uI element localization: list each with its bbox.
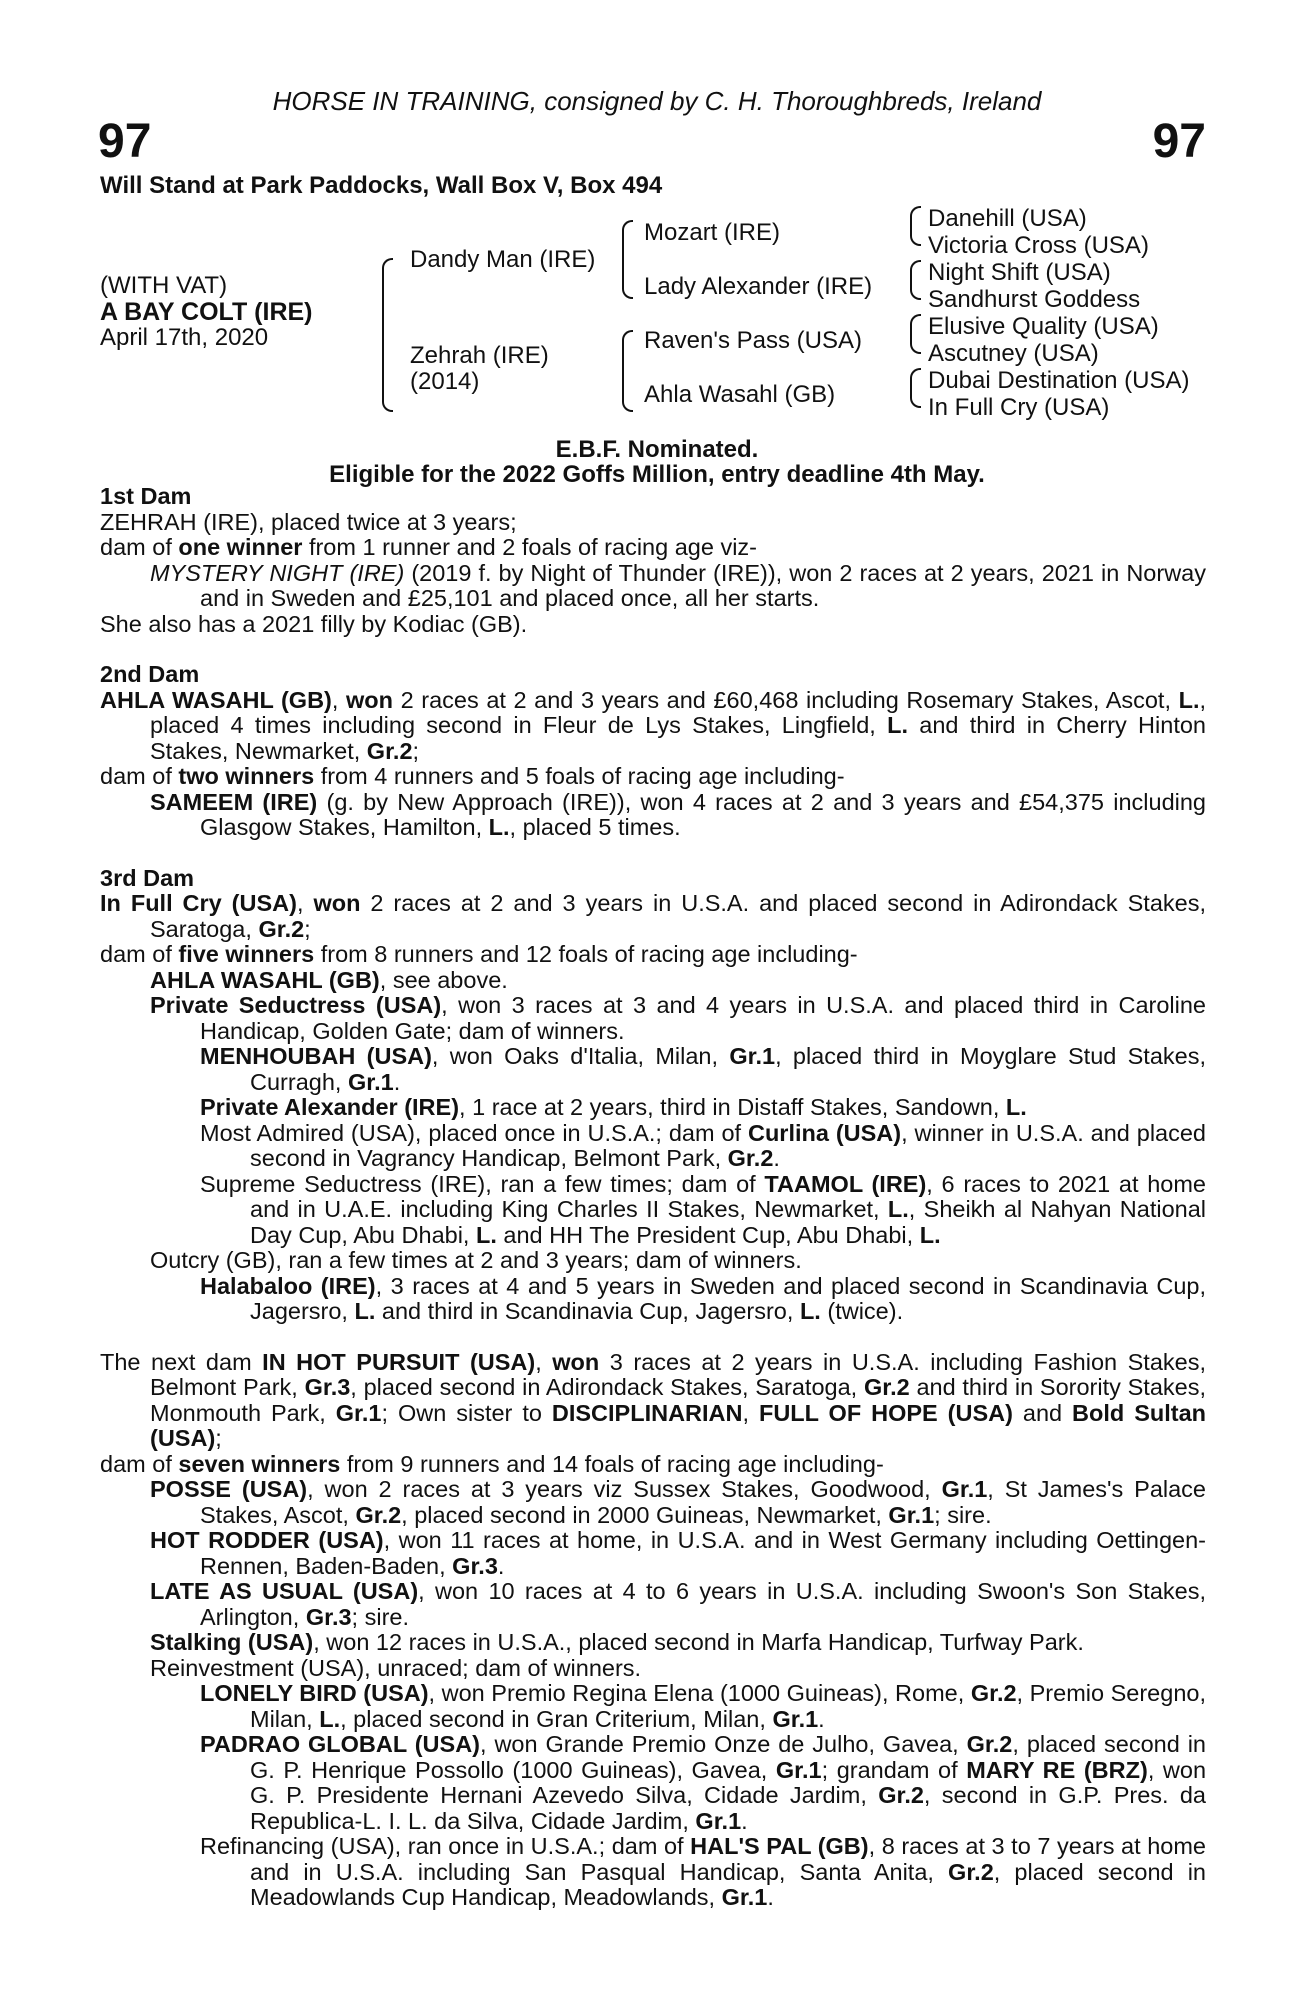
pedigree-brace-g4 xyxy=(910,368,921,408)
pedigree-brace-g3 xyxy=(910,314,921,354)
grandfoal-refinancing: Refinancing (USA), ran once in U.S.A.; dam of HAL'S PAL (GB), 8 races at 3 to 7 years at home and in U.S.A. including San Pasqual Handicap, Santa Anita, Gr.2, placed second in Meadowlands Cup Handicap, Meadowlands, Gr.1. xyxy=(200,1833,1206,1910)
pedigree-g5: Elusive Quality (USA) xyxy=(928,313,1159,340)
foaling-date: April 17th, 2020 xyxy=(100,324,269,351)
third-dam-foal-private-seductress: Private Seductress (USA), won 3 races at 3 and 4 years in U.S.A. and placed third in Caroline Handicap, Golden Gate; dam of winners. xyxy=(150,992,1206,1044)
next-dam-foal-reinvestment: Reinvestment (USA), unraced; dam of winners. xyxy=(150,1654,642,1681)
next-dam-produce-line: dam of seven winners from 9 runners and 14 foals of racing age including- xyxy=(100,1450,884,1477)
pedigree-brace-sire xyxy=(622,220,633,299)
third-dam-foal-ahla-wasahl: AHLA WASAHL (GB), see above. xyxy=(150,966,508,993)
pedigree-dam-dam: Ahla Wasahl (GB) xyxy=(644,381,836,408)
pedigree-sire-sire: Mozart (IRE) xyxy=(644,219,781,246)
first-dam-heading: 1st Dam xyxy=(100,483,192,509)
pedigree-g2: Victoria Cross (USA) xyxy=(928,232,1149,259)
grandfoal-menhoubah: MENHOUBAH (USA), won Oaks d'Italia, Milan, Gr.1, placed third in Moyglare Stud Stakes, Curragh, Gr.1. xyxy=(200,1043,1207,1095)
pedigree-g3: Night Shift (USA) xyxy=(928,259,1111,286)
second-dam-foal-sameem: SAMEEM (IRE) (g. by New Approach (IRE)), won 4 races at 2 and 3 years and £54,375 including Glasgow Stakes, Hamilton, L., placed 5 times. xyxy=(150,788,1206,840)
pedigree-brace-dam xyxy=(622,330,633,412)
next-dam-entry: The next dam IN HOT PURSUIT (USA), won 3 races at 2 years in U.S.A. including Fashion Stakes, Belmont Park, Gr.3, placed second in Adirondack Stakes, Saratoga, Gr.2 and third in Sorority Stakes, Monmouth Park, Gr.1; Own sister to DISCIPLINARIAN, FULL OF HOPE (USA) and Bold Sultan (USA); xyxy=(100,1348,1207,1451)
goffs-notice: Eligible for the 2022 Goffs Million, entry deadline 4th May. xyxy=(329,461,985,488)
grandfoal-padrao-global: PADRAO GLOBAL (USA), won Grande Premio Onze de Julho, Gavea, Gr.2, placed second in G. P. Henrique Possollo (1000 Guineas), Gavea, Gr.1; grandam of MARY RE (BRZ), won G. P. Presidente Hernani Azevedo Silva, Cidade Jardim, Gr.2, second in G.P. Pres. da Republica-L. I. L. da Silva, Cidade Jardim, Gr.1. xyxy=(200,1731,1207,1834)
vat-note: (WITH VAT) xyxy=(100,272,228,299)
second-dam-heading: 2nd Dam xyxy=(100,661,200,687)
consignor-header: HORSE IN TRAINING, consigned by C. H. Thoroughbreds, Ireland xyxy=(272,86,1042,116)
third-dam-foal-outcry: Outcry (GB), ran a few times at 2 and 3 years; dam of winners. xyxy=(150,1247,802,1273)
first-dam-line1: ZEHRAH (IRE), placed twice at 3 years; xyxy=(100,508,517,535)
pedigree-g8: In Full Cry (USA) xyxy=(928,394,1110,421)
pedigree-brace-g2 xyxy=(910,260,921,300)
pedigree-g4: Sandhurst Goddess xyxy=(928,286,1141,313)
horse-name: A BAY COLT (IRE) xyxy=(100,298,313,326)
lot-number-left: 97 xyxy=(98,115,152,168)
pedigree-g6: Ascutney (USA) xyxy=(928,340,1099,367)
third-dam-heading: 3rd Dam xyxy=(100,864,195,891)
next-dam-foal-hot-rodder: HOT RODDER (USA), won 11 races at home, in U.S.A. and in West Germany including Oettingen-Rennen, Baden-Baden, Gr.3. xyxy=(150,1527,1206,1579)
pedigree-brace-main xyxy=(382,258,393,412)
grandfoal-lonely-bird: LONELY BIRD (USA), won Premio Regina Elena (1000 Guineas), Rome, Gr.2, Premio Seregno, Milan, L., placed second in Gran Criterium, Milan, Gr.1. xyxy=(200,1680,1206,1732)
third-dam-produce-line: dam of five winners from 8 runners and 12 foals of racing age including- xyxy=(100,941,858,967)
next-dam-foal-posse: POSSE (USA), won 2 races at 3 years viz Sussex Stakes, Goodwood, Gr.1, St James's Palace Stakes, Ascot, Gr.2, placed second in 2000 Guineas, Newmarket, Gr.1; sire. xyxy=(150,1476,1206,1528)
first-dam-line2: dam of one winner from 1 runner and 2 foals of racing age viz- xyxy=(100,534,757,560)
pedigree-g1: Danehill (USA) xyxy=(928,205,1087,232)
first-dam-foal-entry: MYSTERY NIGHT (IRE) (2019 f. by Night of Thunder (IRE)), won 2 races at 2 years, 2021 in Norway and in Sweden and £25,101 and placed once, all her starts. xyxy=(150,559,1206,611)
grandfoal-private-alexander: Private Alexander (IRE), 1 race at 2 years, third in Distaff Stakes, Sandown, L. xyxy=(200,1094,1027,1120)
pedigree-sire: Dandy Man (IRE) xyxy=(410,246,596,273)
stand-location: Will Stand at Park Paddocks, Wall Box V, Box 494 xyxy=(100,172,663,199)
grandfoal-halabaloo: Halabaloo (IRE), 3 races at 4 and 5 years in Sweden and placed second in Scandinavia Cup, Jagersro, L. and third in Scandinavia Cup, Jagersro, L. (twice). xyxy=(200,1272,1206,1324)
pedigree-sire-dam: Lady Alexander (IRE) xyxy=(644,273,873,300)
next-dam-foal-stalking: Stalking (USA), won 12 races in U.S.A., placed second in Marfa Handicap, Turfway Park. xyxy=(150,1629,1084,1655)
pedigree-g7: Dubai Destination (USA) xyxy=(928,367,1190,394)
grandfoal-most-admired: Most Admired (USA), placed once in U.S.A.; dam of Curlina (USA), winner in U.S.A. and placed second in Vagrancy Handicap, Belmont Park, Gr.2. xyxy=(200,1119,1206,1171)
produce-record xyxy=(100,484,1206,1911)
grandfoal-supreme-seductress: Supreme Seductress (IRE), ran a few times; dam of TAAMOL (IRE), 6 races to 2021 at home and in U.A.E. including King Charles II Stakes, Newmarket, L., Sheikh al Nahyan National Day Cup, Abu Dhabi, L. and HH The President Cup, Abu Dhabi, L. xyxy=(200,1170,1206,1248)
second-dam-entry: AHLA WASAHL (GB), won 2 races at 2 and 3 years and £60,468 including Rosemary Stakes, Ascot, L., placed 4 times including second in Fleur de Lys Stakes, Lingfield, L. and third in Cherry Hinton Stakes, Newmarket, Gr.2; xyxy=(100,686,1207,764)
next-dam-foal-late-as-usual: LATE AS USUAL (USA), won 10 races at 4 to 6 years in U.S.A. including Swoon's Son Stakes, Arlington, Gr.3; sire. xyxy=(150,1578,1206,1630)
second-dam-produce-line: dam of two winners from 4 runners and 5 foals of racing age including- xyxy=(100,763,845,789)
pedigree-dam-year: (2014) xyxy=(410,368,480,395)
pedigree-dam-sire: Raven's Pass (USA) xyxy=(644,327,862,354)
third-dam-entry: In Full Cry (USA), won 2 races at 2 and 3 years in U.S.A. and placed second in Adirondack Stakes, Saratoga, Gr.2; xyxy=(100,890,1206,942)
pedigree-dam: Zehrah (IRE) xyxy=(410,342,549,369)
pedigree-brace-g1 xyxy=(910,206,921,246)
first-dam-line4: She also has a 2021 filly by Kodiac (GB). xyxy=(100,610,528,637)
lot-number-right: 97 xyxy=(1152,115,1206,168)
ebf-notice: E.B.F. Nominated. xyxy=(555,436,759,463)
